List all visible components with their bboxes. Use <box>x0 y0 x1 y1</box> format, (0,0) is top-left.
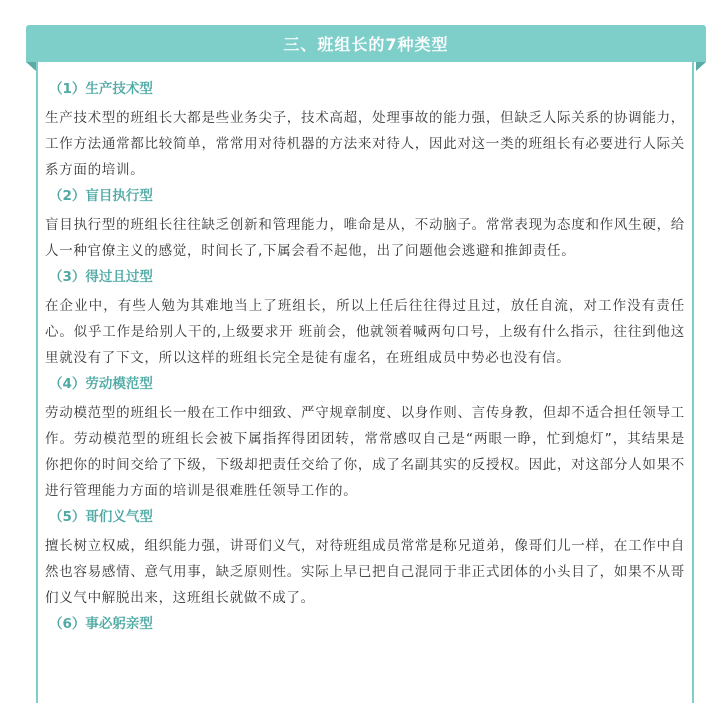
section-header-banner <box>26 25 706 70</box>
ribbon-fold-right <box>696 62 706 71</box>
frame-border-right <box>692 58 694 703</box>
section-title-production: （1）生产技术型 <box>49 81 153 97</box>
section-body-brotherhood: 擅长树立权威，组织能力强，讲哥们义气，对待班组成员常常是称兄道弟，像哥们儿一样，在工作中自然也容易感情、意气用事，缺乏原则性。实际上早已把自己混同于非正式团体的小头目了，如果不从哥们义气中解脱出来，这班组长就做不成了。 <box>45 538 685 606</box>
section-title-brotherhood: （5）哥们义气型 <box>49 509 153 525</box>
frame-border-left <box>36 58 38 703</box>
section-body-blind-execution: 盲目执行型的班组长往往缺乏创新和管理能力，唯命是从，不动脑子。常常表现为态度和作风生硬，给人一种官僚主义的感觉，时间长了,下属会看不起他，出了问题他会逃避和推卸责任。 <box>45 217 685 259</box>
section-body-model-worker: 劳动模范型的班组长一般在工作中细致、严守规章制度、以身作则、言传身教，但却不适合担任领导工作。劳动模范型的班组长会被下属指挥得团团转，常常感叹自己是“两眼一睁，忙到熄灯”，其结果是你把你的时间交给了下级，下级却把责任交给了你，成了名副其实的反授权。因此，对这部分人如果不进行管理能力方面的培训是很难胜任领导工作的。 <box>45 405 685 499</box>
section-body-production: 生产技术型的班组长大都是些业务尖子，技术高超，处理事故的能力强，但缺乏人际关系的协调能力，工作方法通常都比较简单，常常用对待机器的方法来对待人，因此对这一类的班组长有必要进行人际关系方面的培训。 <box>45 110 685 178</box>
section-title-muddle-through: （3）得过且过型 <box>49 269 153 285</box>
section-title-model-worker: （4）劳动模范型 <box>49 376 153 392</box>
ribbon-fold-left <box>26 62 36 71</box>
section-title-hands-on: （6）事必躬亲型 <box>49 616 153 632</box>
header-bar <box>26 25 706 62</box>
section-body-muddle-through: 在企业中，有些人勉为其难地当上了班组长，所以上任后往往得过且过，放任自流，对工作没有责任心。似乎工作是给别人干的,上级要求开 班前会，他就领着喊两句口号，上级有什么指示，往往到他这里就没有了下文，所以这样的班组长完全是徒有虚名，在班组成员中势必也没有信。 <box>45 298 685 366</box>
article-content <box>45 79 685 640</box>
section-title-blind-execution: （2）盲目执行型 <box>49 188 153 204</box>
header-title: 三、班组长的7种类型 <box>283 35 449 54</box>
